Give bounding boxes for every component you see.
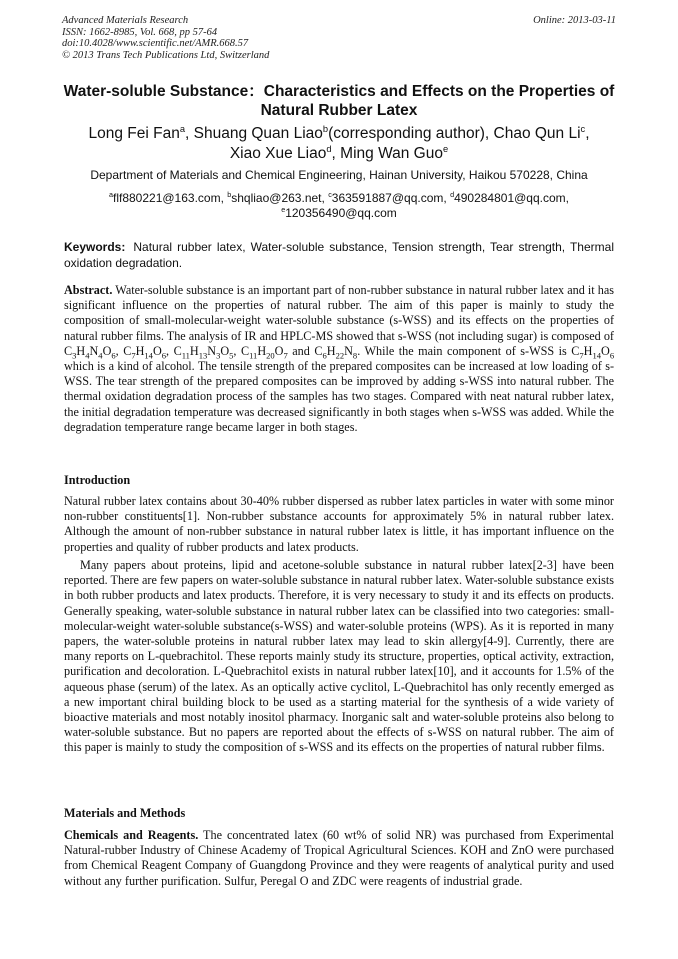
section-heading-methods: Materials and Methods <box>64 806 186 820</box>
formula: $C_{11}H_{13}N_3O_5$ <box>173 343 234 361</box>
email-link[interactable]: 363591887@qq.com, <box>331 191 447 205</box>
journal-header <box>62 15 616 61</box>
section-heading-introduction: Introduction <box>64 473 131 487</box>
author-name: Ming Wan Guo <box>340 145 443 162</box>
author-name: Chao Qun Li <box>493 125 581 142</box>
formula: $C_7H_{14}O_6$ <box>123 343 167 361</box>
email-link[interactable]: shqliao@263.net, <box>231 191 325 205</box>
author-sup: c <box>580 123 586 134</box>
keywords <box>64 240 614 271</box>
issn-line: ISSN: 1662-8985, Vol. 668, pp 57-64 <box>62 26 218 38</box>
author-name: Xiao Xue Liao <box>229 145 327 162</box>
methods-paragraph <box>64 828 614 889</box>
keywords-label: Keywords: <box>64 240 126 254</box>
abstract-text-1: Water-soluble substance is an important part of non-rubber substance in natural rubber latex and it has significant influence on the properties of natural rubber. The aim of this paper is mainly to study the composition of small-molecular-weight water-soluble substance (s-WSS) and its effects on the properties of natural rubber films. The analysis of IR and HPLC-MS showed that s-WSS (not including sugar) is composed of <box>64 283 615 343</box>
formula: $C_{11}H_{20}O_7$ <box>240 343 288 361</box>
email-sup: d <box>450 190 455 199</box>
abstract-text-2: While the main component of s-WSS is <box>364 343 567 358</box>
email-sup: a <box>108 190 113 199</box>
email-sup: e <box>281 205 286 214</box>
author-name: Long Fei Fan <box>88 125 180 142</box>
intro-paragraph-1: Natural rubber latex contains about 30-40% rubber dispersed as rubber latex particles in water with some minor non-rubber constituents[1]. Non-rubber substance accounts for approximately 5% in natural rubber latex. Although the amount of non-rubber substance in natural rubber latex is little, it has important influence on the properties and quality of rubber products and latex products. <box>64 494 614 554</box>
email-link[interactable]: flf880221@163.com, <box>112 191 224 205</box>
email-link[interactable]: 490284801@qq.com, <box>454 191 569 205</box>
abstract-text-3: which is a kind of alcohol. The tensile strength of the prepared composites can be increased at low loading of s-WSS. The tear strength of the prepared composites can be improved by adding s-WSS into natural rubber. The thermal oxidation degradation process of the samples has two stages. Compared with neat natural rubber latex, the initial degradation temperature was decreased significantly in both stages when s-WSS was added. While the degradation temperature range became larger in both stages. <box>64 359 614 434</box>
online-date: Online: 2013-03-11 <box>533 15 616 26</box>
author-sup: b <box>322 123 329 134</box>
author-sup: a <box>179 123 185 134</box>
intro-paragraph-2: Many papers about proteins, lipid and acetone-soluble substance in natural rubber latex[2-3] have been reported. There are few papers on water-soluble substance in natural rubber latex. Water-soluble substance exists in both rubber products and latex products. Therefore, it is very necessary to study it and its effects on products. Generally speaking, water-soluble substance in natural rubber latex can be classified into two categories: small-molecular-weight water-soluble substance(s-WSS) and water-soluble proteins (WPS). As it is reported in many papers, the water-soluble proteins in natural rubber latex may lead to skin allergy[4-9]. Currently, there are many reports on L-quebrachitol. These reports mainly study its structure, properties, optical activity, extraction, purification and decoloration. L-Quebrachitol exists in natural rubber latex[10], and it accounts for 1.5% of the aqueous phase (serum) of the latex. As an optically active cyclitol, L-Quebrachitol has only recently emerged as a new important chiral building block to be used as a starting material for the synthesis of a wide variety of bioactive materials and most notably inositol pharmacy. Inorganic salt and water-soluble proteins also belong to water-soluble substance. But no papers are reported about the effects of s-WSS on natural rubber. The aim of this paper is mainly to study the composition of s-WSS and its effects on the properties of natural rubber films. <box>64 558 614 755</box>
corresponding-note: (corresponding author) <box>328 125 485 142</box>
author-sup: e <box>442 143 449 154</box>
formula: $C_6H_{22}N_8$ <box>314 343 358 361</box>
author-sup: d <box>326 143 332 154</box>
formula: $C_3H_4N_4O_6$ <box>64 343 116 361</box>
keywords-text: Natural rubber latex, Water-soluble substance, Tension strength, Tear strength, Thermal oxidation degradation. <box>64 240 614 270</box>
paper-title: Water-soluble Substance：Characteristics and Effects on the Properties of Natural Rubber Latex <box>63 83 615 119</box>
affiliation: Department of Materials and Chemical Engineering, Hainan University, Haikou 570228, China <box>90 168 588 182</box>
doi-line: doi:10.4028/www.scientific.net/AMR.668.57 <box>62 38 249 49</box>
abstract: Abstract. Water-soluble substance is an important part of non-rubber substance in natural rubber latex and it has significant influence on the properties of natural rubber. The aim of this paper is mainly to study the composition of small-molecular-weight water-soluble substance (s-WSS) and its effects on the properties of natural rubber films. The analysis of IR and HPLC-MS showed that s-WSS (not including sugar) is composed of $C_3H_4N_4O_6$, $C_7H_{14}O_6$, $C_{11}H_{13}N_3O_5$, $C_{11}H_{20}O_7$ and $C_6H_{22}N_8$. While the main component of s-WSS is $C_7H_{14}O_6$ which is a kind of alcohol. The tensile strength of the prepared composites can be increased at low loading of s-WSS. The tear strength of the prepared composites can be improved by adding s-WSS into natural rubber. The thermal oxidation degradation process of the samples has two stages. Compared with neat natural rubber latex, the initial degradation temperature was decreased significantly in both stages when s-WSS was added. While the degradation temperature range became larger in both stages. <box>64 283 615 434</box>
formula: $C_7H_{14}O_6$ <box>571 343 615 361</box>
email-link[interactable]: 120356490@qq.com <box>285 206 397 220</box>
author-list: Long Fei Fan$^a$, Shuang Quan Liao$^b$(corresponding author), Chao Qun Li$^c$, Xiao Xue Liao$^d$, Ming Wan Guo$^e$ <box>88 123 590 162</box>
abstract-label: Abstract. <box>64 283 113 297</box>
methods-text: The concentrated latex (60 wt% of solid NR) was purchased from Experimental Natural-rubber Industry of Chinese Academy of Tropical Agricultural Sciences. KOH and ZnO were purchased from Chemical Reagent Company of Guangdong Province and they were reagents of analytical purity and used without any further purification. Sulfur, Peregal O and ZDC were reagents of industrial grade. <box>64 828 615 888</box>
journal-name: Advanced Materials Research <box>62 15 189 26</box>
author-name: Shuang Quan Liao <box>193 125 323 142</box>
subsection-label: Chemicals and Reagents. <box>64 828 199 842</box>
copyright-line: © 2013 Trans Tech Publications Ltd, Switzerland <box>62 49 270 61</box>
email-list <box>62 191 616 221</box>
email-sup: c <box>328 190 332 199</box>
email-sup: b <box>227 190 232 199</box>
